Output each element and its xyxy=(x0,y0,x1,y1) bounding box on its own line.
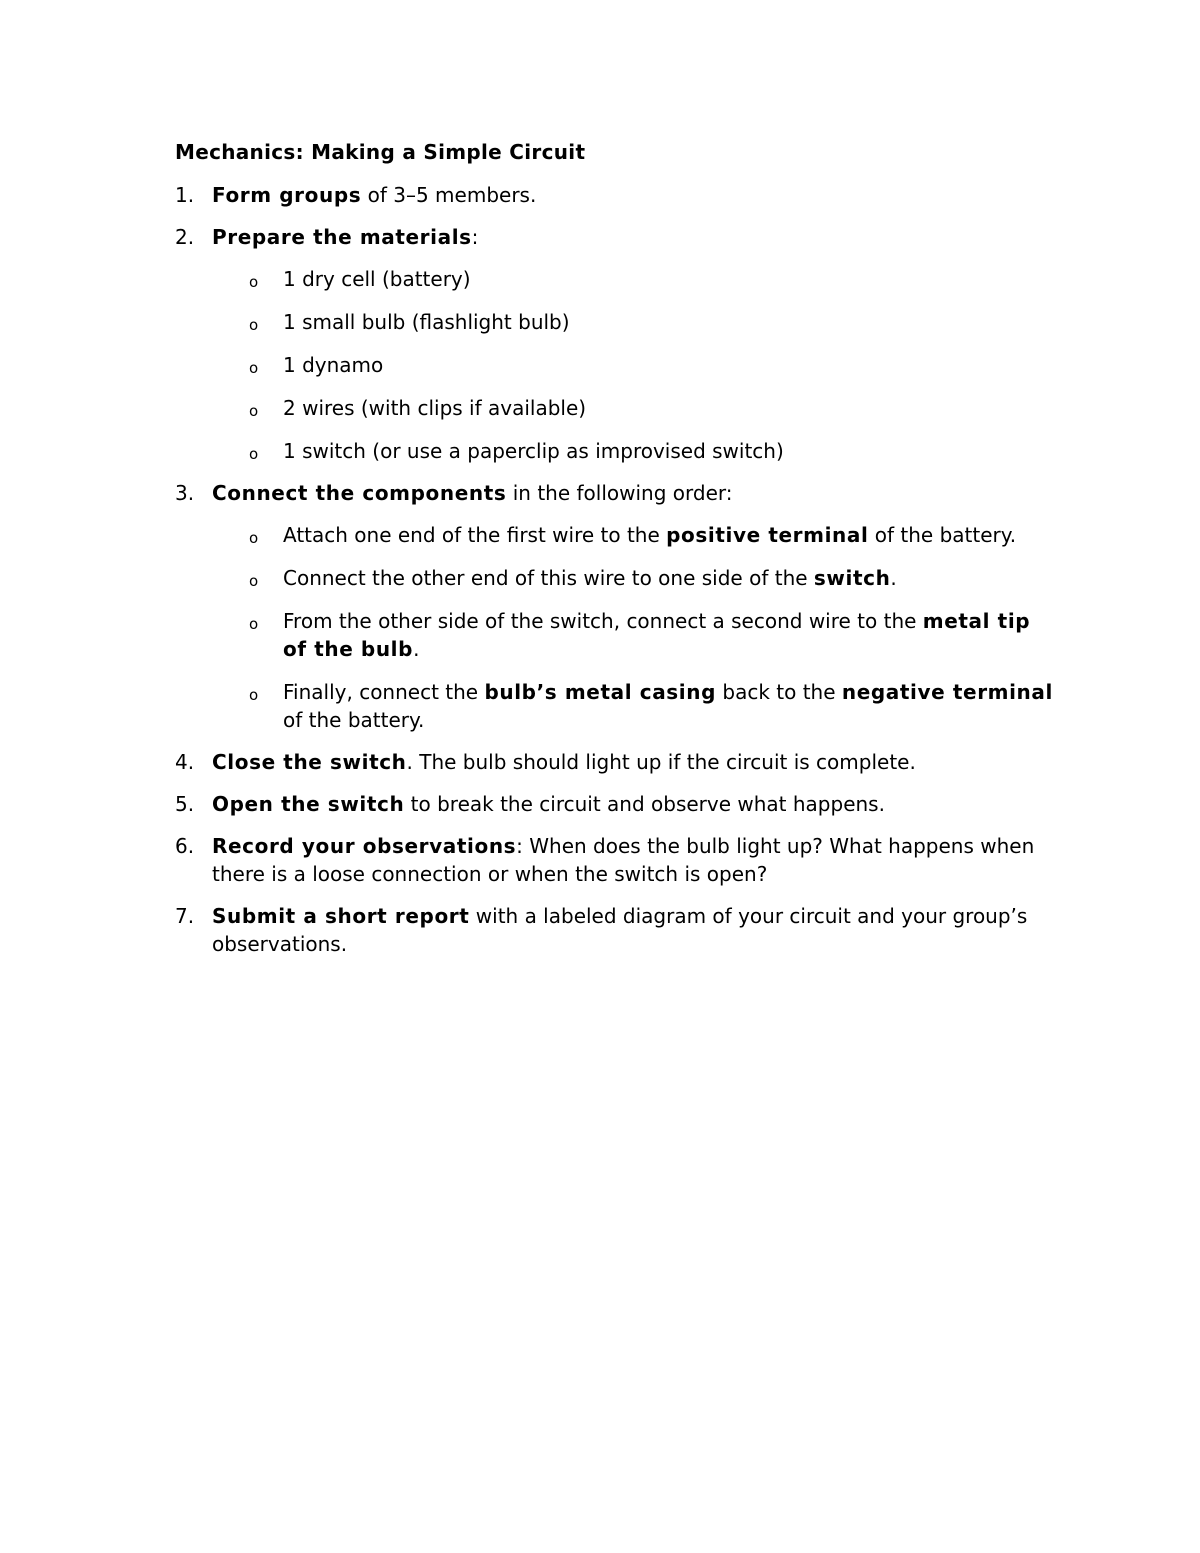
bullet-icon: o xyxy=(249,615,259,633)
step-item xyxy=(175,832,1055,888)
step-item xyxy=(175,479,1055,734)
sub-item-text xyxy=(283,310,570,334)
sub-item-text xyxy=(283,353,383,377)
step-text xyxy=(212,225,478,249)
sub-item-text xyxy=(283,566,897,590)
sub-item-text xyxy=(283,680,1053,732)
bold-text: Record your observations xyxy=(212,834,517,858)
step-item xyxy=(175,748,1055,776)
step-number: 5. xyxy=(175,792,195,816)
bullet-icon: o xyxy=(249,359,259,377)
sub-list-item xyxy=(212,308,1055,336)
bold-text: Connect the components xyxy=(212,481,507,505)
text-segment: . The bulb should light up if the circuit is complete. xyxy=(406,750,916,774)
step-text xyxy=(212,792,885,816)
bullet-icon: o xyxy=(249,529,259,547)
bullet-icon: o xyxy=(249,273,259,291)
text-segment: of the battery. xyxy=(283,708,425,732)
step-number: 7. xyxy=(175,904,195,928)
steps-list xyxy=(175,181,1055,958)
bullet-icon: o xyxy=(249,445,259,463)
bold-text: Prepare the materials xyxy=(212,225,472,249)
text-segment: 1 switch (or use a paperclip as improvised switch) xyxy=(283,439,784,463)
text-segment: Finally, connect the xyxy=(283,680,485,704)
document-title: Mechanics: Making a Simple Circuit xyxy=(175,140,586,164)
text-segment: back to the xyxy=(716,680,842,704)
bold-text: metal tip of the bulb xyxy=(283,609,1031,661)
sub-item-text xyxy=(283,609,1030,661)
bullet-icon: o xyxy=(249,316,259,334)
bold-text: negative terminal xyxy=(841,680,1053,704)
text-segment: 1 dry cell (battery) xyxy=(283,267,471,291)
sub-list-item xyxy=(212,437,1055,465)
sub-list-item xyxy=(212,521,1055,549)
text-segment: 2 wires (with clips if available) xyxy=(283,396,587,420)
step-number: 3. xyxy=(175,481,195,505)
text-segment: 1 dynamo xyxy=(283,353,384,377)
sub-list-item xyxy=(212,607,1055,663)
bold-text: Open the switch xyxy=(212,792,405,816)
sub-item-text xyxy=(283,267,471,291)
bullet-icon: o xyxy=(249,402,259,420)
text-segment: Attach one end of the first wire to the xyxy=(283,523,667,547)
text-segment: of 3–5 members. xyxy=(361,183,537,207)
text-segment: : When does the bulb light up? What happens when there is a loose connection or when the switch is open? xyxy=(212,834,1035,886)
step-text xyxy=(212,481,733,505)
text-segment: of the battery. xyxy=(868,523,1017,547)
bullet-icon: o xyxy=(249,686,259,704)
step-number: 2. xyxy=(175,225,195,249)
sub-list xyxy=(212,521,1055,734)
text-segment: 1 small bulb (flashlight bulb) xyxy=(283,310,570,334)
sub-list-item xyxy=(212,351,1055,379)
sub-list-item xyxy=(212,265,1055,293)
document-page xyxy=(175,138,1055,972)
sub-item-text xyxy=(283,396,586,420)
bold-text: Submit a short report xyxy=(212,904,470,928)
bold-text: Close the switch xyxy=(212,750,407,774)
bullet-icon: o xyxy=(249,572,259,590)
text-segment: with a labeled diagram of your circuit and your group’s observations. xyxy=(212,904,1028,956)
sub-item-text xyxy=(283,523,1016,547)
step-number: 1. xyxy=(175,183,195,207)
text-segment: From the other side of the switch, connect a second wire to the xyxy=(283,609,923,633)
step-item xyxy=(175,902,1055,958)
sub-list-item xyxy=(212,678,1055,734)
text-segment: in the following order: xyxy=(506,481,733,505)
text-segment: . xyxy=(890,566,897,590)
step-text xyxy=(212,183,536,207)
step-number: 6. xyxy=(175,834,195,858)
text-segment: Connect the other end of this wire to one side of the xyxy=(283,566,814,590)
step-text xyxy=(212,750,916,774)
text-segment: . xyxy=(413,637,420,661)
sub-item-text xyxy=(283,439,784,463)
step-item xyxy=(175,223,1055,465)
bold-text: positive terminal xyxy=(666,523,869,547)
step-item xyxy=(175,790,1055,818)
bold-text: bulb’s metal casing xyxy=(484,680,717,704)
bold-text: switch xyxy=(813,566,891,590)
step-number: 4. xyxy=(175,750,195,774)
text-segment: to break the circuit and observe what happens. xyxy=(404,792,885,816)
sub-list-item xyxy=(212,394,1055,422)
sub-list xyxy=(212,265,1055,465)
step-text xyxy=(212,904,1027,956)
step-text xyxy=(212,834,1034,886)
text-segment: : xyxy=(471,225,479,249)
step-item xyxy=(175,181,1055,209)
sub-list-item xyxy=(212,564,1055,592)
bold-text: Form groups xyxy=(212,183,362,207)
